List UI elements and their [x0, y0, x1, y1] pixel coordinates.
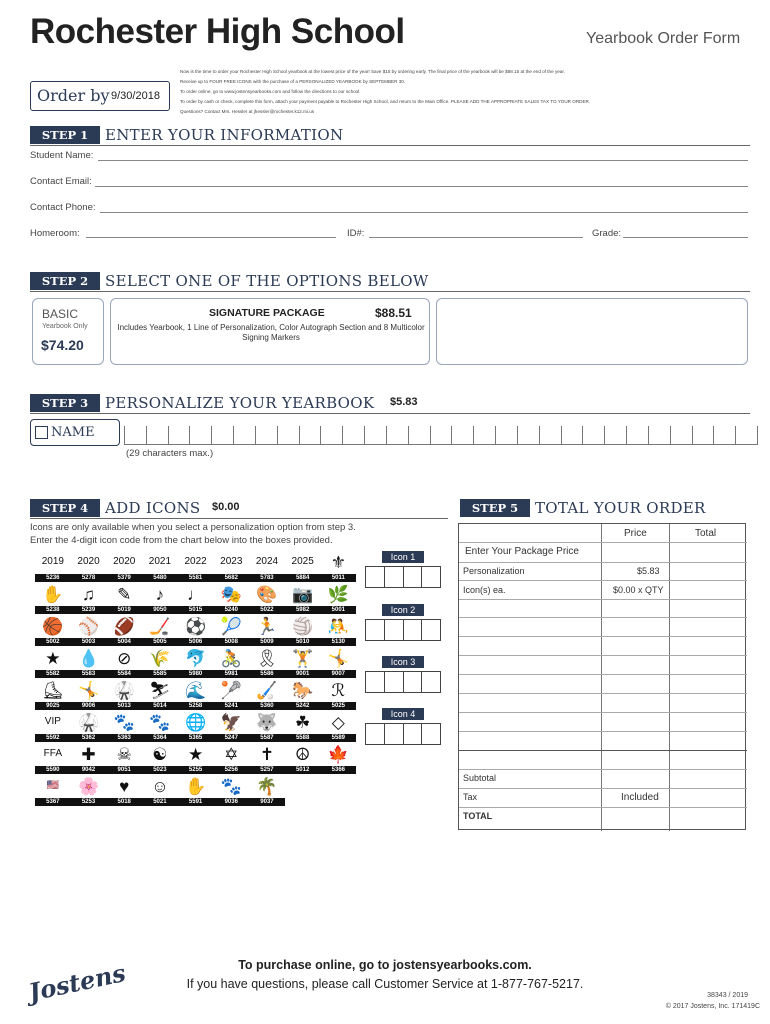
icon-chart-cell	[71, 774, 107, 806]
intro-line: Now is the time to order your Rochester High School yearbook at the lowest price of the year! Save $15 by ordering early. The final price of the yearbook will be $88.15 at the end of the year.	[180, 69, 565, 74]
yearbook-icon: 🚴	[220, 648, 242, 668]
icon-code: 5980	[178, 670, 214, 678]
yearbook-icon: ☘	[295, 712, 311, 732]
icon-code: 5982	[285, 606, 321, 614]
icon-chart-cell	[142, 774, 178, 806]
icons-price: $0.00 x QTY	[613, 585, 664, 595]
icon-chart-cell	[142, 646, 178, 678]
divider	[30, 413, 750, 414]
intro-line: Questions? Contact Mrs. Hessler at jhessler@rochester.k12.mi.us	[180, 109, 315, 114]
icons-note-2: Enter the 4-digit icon code from the chart below into the boxes provided.	[30, 535, 333, 546]
icon-code: 9007	[321, 670, 357, 678]
personalization-price: $5.83	[637, 566, 660, 576]
icon-1-boxes[interactable]	[365, 566, 441, 588]
icon-code: 5584	[106, 670, 142, 678]
yearbook-icon: 💧	[77, 648, 100, 668]
icon-chart-row	[35, 582, 357, 614]
yearbook-icon: 🎾	[220, 616, 242, 636]
step4-price: $0.00	[212, 501, 240, 513]
icon-chart-cell	[106, 582, 142, 614]
yearbook-icon: 🤼	[327, 616, 349, 636]
icon-2-boxes[interactable]	[365, 619, 441, 641]
icon-chart-cell	[213, 582, 249, 614]
icon-code: 5006	[178, 638, 214, 646]
icon-chart-cell	[71, 678, 107, 710]
icon-code: 5379	[106, 574, 142, 582]
icon-code: 5255	[178, 766, 214, 774]
step5-tag: STEP 5	[460, 499, 530, 517]
icon-chart-cell	[35, 678, 71, 710]
name-hint: (29 characters max.)	[126, 448, 214, 459]
icon-chart-cell	[321, 550, 357, 582]
yearbook-icon: 🍁	[327, 744, 349, 764]
icon-code: 5238	[35, 606, 71, 614]
icon-code: 5257	[249, 766, 285, 774]
icon-code: 5241	[213, 702, 249, 710]
icon-chart-cell	[321, 582, 357, 614]
icon-chart-cell	[142, 678, 178, 710]
yearbook-icon: 🏀	[42, 616, 64, 636]
icon-code: 5585	[142, 670, 178, 678]
yearbook-icon: ♥	[119, 776, 130, 796]
icon-code: 9036	[213, 798, 249, 806]
yearbook-icon: ✎	[117, 584, 132, 604]
icon-4-label: Icon 4	[382, 708, 424, 720]
step2-heading: SELECT ONE OF THE OPTIONS BELOW	[105, 272, 429, 290]
icon-chart-cell	[249, 710, 285, 742]
icon-3-boxes[interactable]	[365, 671, 441, 693]
icon-chart-cell	[71, 646, 107, 678]
icon-chart-row	[35, 646, 357, 678]
yearbook-icon: 🤸	[77, 680, 100, 700]
icon-chart-cell	[285, 614, 321, 646]
icon-chart-cell	[71, 742, 107, 774]
icon-chart-cell	[321, 646, 357, 678]
icon-chart-cell	[213, 742, 249, 774]
icon-chart-cell	[285, 550, 321, 582]
icon-code: 5583	[71, 670, 107, 678]
yearbook-icon: ⚜	[330, 552, 346, 572]
icon-chart-cell	[249, 550, 285, 582]
icon-chart-cell	[178, 646, 214, 678]
yearbook-icon: 2023	[220, 556, 243, 567]
icon-code: 5588	[285, 734, 321, 742]
icon-code: 9050	[142, 606, 178, 614]
yearbook-icon: 🌿	[327, 584, 349, 604]
icon-code: 9037	[249, 798, 285, 806]
icon-chart-cell	[106, 774, 142, 806]
icon-chart-cell	[249, 646, 285, 678]
icon-code: 5365	[178, 734, 214, 742]
icon-code: 5682	[213, 574, 249, 582]
intro-line: To order by cash or check, complete this form, attach your payment payable to Rochester High School, and return to the Main Office. PLEASE ADD THE APPROPRIATE SALES TAX TO YOUR ORDER.	[180, 99, 591, 104]
basic-price: $74.20	[41, 337, 84, 353]
icon-chart-cell	[249, 774, 285, 806]
yearbook-icon: 🥋	[77, 712, 100, 732]
step4-heading: ADD ICONS	[105, 499, 201, 517]
yearbook-icon: 🐬	[185, 648, 207, 668]
order-by-date: 9/30/2018	[111, 90, 160, 102]
icon-chart-cell	[142, 710, 178, 742]
icon-chart-cell	[213, 678, 249, 710]
yearbook-icon: 🏋	[292, 648, 314, 668]
yearbook-icon: 🏈	[113, 616, 135, 636]
yearbook-icon: 🐎	[292, 680, 314, 700]
step1-tag: STEP 1	[30, 126, 100, 144]
icon-code: 5009	[249, 638, 285, 646]
signature-price: $88.51	[375, 306, 412, 320]
icon-code: 5981	[213, 670, 249, 678]
yearbook-icon: 🇺🇸	[46, 780, 60, 791]
contact-email-label: Contact Email:	[30, 176, 92, 187]
signature-option[interactable]	[110, 298, 430, 365]
yearbook-icon: 2020	[113, 556, 136, 567]
icon-chart-cell	[249, 678, 285, 710]
icon-code: 5242	[285, 702, 321, 710]
icon-chart-cell	[178, 678, 214, 710]
contact-phone-label: Contact Phone:	[30, 202, 96, 213]
yearbook-icon: 🎭	[220, 584, 242, 604]
icon-chart-cell	[321, 678, 357, 710]
icon-code: 9042	[71, 766, 107, 774]
step4-tag: STEP 4	[30, 499, 100, 517]
name-option[interactable]	[30, 419, 120, 446]
yearbook-icon: 🌐	[185, 712, 207, 732]
icon-code: 5021	[142, 798, 178, 806]
id-label: ID#:	[347, 228, 365, 239]
yearbook-icon: ☺	[151, 776, 169, 796]
yearbook-icon: ✚	[81, 744, 96, 764]
icon-chart-cell	[142, 614, 178, 646]
icon-chart-cell	[106, 678, 142, 710]
icon-code: 5004	[106, 638, 142, 646]
basic-name: BASIC	[42, 307, 79, 321]
yearbook-icon: 2022	[184, 556, 207, 567]
jostens-logo: Jostens	[26, 958, 129, 1007]
icon-chart-row	[35, 550, 357, 582]
yearbook-icon: 📷	[292, 584, 314, 604]
icon-chart-cell	[142, 550, 178, 582]
yearbook-icon: ✋	[42, 584, 64, 604]
yearbook-icon: ♫	[82, 584, 95, 604]
yearbook-icon: ✡	[224, 744, 239, 764]
icon-code: 5025	[321, 702, 357, 710]
icon-chart-cell	[106, 742, 142, 774]
icons-label: Icon(s) ea.	[463, 585, 506, 595]
icon-chart-cell	[213, 614, 249, 646]
icon-chart-cell	[178, 614, 214, 646]
icon-chart-row	[35, 678, 357, 710]
icon-code: 5011	[321, 574, 357, 582]
basic-sub: Yearbook Only	[42, 323, 88, 330]
icon-chart-cell	[178, 582, 214, 614]
icon-chart-cell	[285, 710, 321, 742]
icon-chart-row	[35, 710, 357, 742]
yearbook-icon: ♪	[155, 584, 165, 604]
signature-name: SIGNATURE PACKAGE	[209, 307, 325, 319]
icon-code: 5253	[71, 798, 107, 806]
yearbook-icon: ✝	[259, 744, 275, 764]
yearbook-icon: 2020	[77, 556, 100, 567]
icon-code: 5783	[249, 574, 285, 582]
icon-code: 9006	[71, 702, 107, 710]
total-col-header: Total	[695, 528, 717, 539]
intro-line: To order online, go to www.jostensyearbooks.com and follow the directions to our school.	[180, 89, 361, 94]
icon-chart-cell	[71, 710, 107, 742]
icon-chart-cell	[178, 550, 214, 582]
icon-chart-cell	[285, 646, 321, 678]
icon-code: 5130	[321, 638, 357, 646]
icon-code: 9051	[106, 766, 142, 774]
icon-chart-cell	[142, 742, 178, 774]
icon-chart-cell	[213, 710, 249, 742]
intro-line: Receive up to FOUR FREE ICONS with the purchase of a PERSONALIZED YEARBOOK by SEPTEMBER 30.	[180, 79, 406, 84]
icon-code: 5239	[71, 606, 107, 614]
totals-table	[458, 523, 746, 830]
icon-code: 5014	[142, 702, 178, 710]
yearbook-icon: 2025	[291, 556, 314, 567]
icon-chart-cell	[35, 550, 71, 582]
tax-label: Tax	[463, 792, 478, 802]
subtotal-label: Subtotal	[463, 773, 497, 783]
icon-code: 5010	[285, 638, 321, 646]
icon-chart-cell	[106, 646, 142, 678]
icon-code: 5022	[249, 606, 285, 614]
step3-price: $5.83	[390, 396, 418, 408]
yearbook-icon: 🌾	[149, 648, 171, 668]
contact-phone-field[interactable]	[100, 212, 748, 213]
name-character-boxes[interactable]	[124, 426, 758, 445]
footer-online: To purchase online, go to jostensyearbooks.com.	[238, 958, 532, 972]
homeroom-field[interactable]	[86, 237, 336, 238]
icon-chart-row	[35, 774, 357, 806]
yearbook-icon: ☮	[295, 744, 311, 764]
yearbook-icon: 🦅	[220, 712, 242, 732]
icon-code: 9001	[285, 670, 321, 678]
order-by-label: Order by	[37, 86, 110, 105]
icon-code: 5586	[249, 670, 285, 678]
total-label: TOTAL	[463, 811, 493, 821]
yearbook-icon: 🌊	[185, 680, 207, 700]
step3-heading: PERSONALIZE YOUR YEARBOOK	[105, 394, 375, 412]
icon-chart-cell	[178, 710, 214, 742]
copyright: © 2017 Jostens, Inc. 171419C	[665, 1003, 760, 1010]
price-col-header: Price	[624, 528, 647, 539]
icon-code: 5258	[178, 702, 214, 710]
yearbook-icon: ♩	[187, 584, 205, 604]
icon-1-label: Icon 1	[382, 551, 424, 563]
icon-chart-cell	[35, 774, 71, 806]
icon-code: 5367	[35, 798, 71, 806]
yearbook-icon: 🐾	[220, 776, 242, 796]
yearbook-icon: ◇	[331, 712, 345, 732]
school-title: Rochester High School	[30, 12, 405, 51]
icon-code: 5884	[285, 574, 321, 582]
form-subtitle: Yearbook Order Form	[586, 30, 741, 47]
icon-chart-cell	[285, 678, 321, 710]
divider	[30, 145, 750, 146]
yearbook-icon: 2019	[41, 556, 64, 567]
contact-email-field[interactable]	[95, 186, 748, 187]
icon-chart-cell	[321, 710, 357, 742]
icon-chart-row	[35, 742, 357, 774]
icon-chart-cell	[35, 710, 71, 742]
icon-code: 5240	[213, 606, 249, 614]
icon-chart-cell	[249, 614, 285, 646]
icon-chart-row	[35, 614, 357, 646]
name-checkbox[interactable]	[35, 426, 48, 439]
icons-note-1: Icons are only available when you select a personalization option from step 3.	[30, 522, 356, 533]
student-name-label: Student Name:	[30, 150, 94, 161]
yearbook-icon: 🏐	[292, 616, 314, 636]
icon-chart-cell	[35, 646, 71, 678]
icon-chart-cell	[106, 550, 142, 582]
step1-heading: ENTER YOUR INFORMATION	[105, 126, 344, 144]
yearbook-icon: ⊘	[117, 648, 132, 668]
icon-code: 5008	[213, 638, 249, 646]
yearbook-icon: 🏒	[149, 616, 171, 636]
yearbook-icon: 🎨	[256, 584, 278, 604]
icon-code: 5581	[178, 574, 214, 582]
icon-code: 5012	[285, 766, 321, 774]
package-price-label: Enter Your Package Price	[465, 546, 579, 557]
icon-code: 5363	[106, 734, 142, 742]
icon-chart-cell	[213, 774, 249, 806]
icon-code: 5360	[249, 702, 285, 710]
yearbook-icon: 🥋	[113, 680, 135, 700]
icon-code: 5023	[142, 766, 178, 774]
icon-chart-cell	[71, 582, 107, 614]
icon-code: 5013	[106, 702, 142, 710]
yearbook-icon: 🎗	[256, 648, 278, 668]
yearbook-icon: ⛸	[42, 680, 64, 700]
icon-chart-cell	[106, 614, 142, 646]
icon-chart-cell	[35, 614, 71, 646]
yearbook-icon: 🌴	[256, 776, 278, 796]
personalization-label: Personalization	[463, 566, 525, 576]
icon-chart-cell	[106, 710, 142, 742]
yearbook-icon: FFA	[43, 748, 63, 759]
empty-option	[436, 298, 748, 365]
icon-code: 5362	[71, 734, 107, 742]
form-code: 38343 / 2019	[707, 992, 748, 999]
icon-chart-cell	[321, 614, 357, 646]
icon-code: 5001	[321, 606, 357, 614]
icon-code: 5589	[321, 734, 357, 742]
yearbook-icon: VIP	[44, 716, 61, 727]
icon-code: 5003	[71, 638, 107, 646]
icon-code: 5587	[249, 734, 285, 742]
icon-code: 9025	[35, 702, 71, 710]
id-field[interactable]	[369, 237, 583, 238]
yearbook-icon: ⛷	[149, 680, 171, 700]
yearbook-icon: ★	[45, 648, 61, 668]
yearbook-icon: 2021	[148, 556, 172, 567]
name-label: NAME	[51, 425, 95, 440]
yearbook-icon: ℛ	[331, 680, 346, 700]
yearbook-icon: 🏃	[256, 616, 278, 636]
icon-code: 5366	[321, 766, 357, 774]
icon-code: 5582	[35, 670, 71, 678]
divider	[30, 291, 750, 292]
icon-chart-cell	[213, 646, 249, 678]
icon-code: 5591	[178, 798, 214, 806]
icon-code: 5480	[142, 574, 178, 582]
icon-code: 5002	[35, 638, 71, 646]
yearbook-icon: 2024	[255, 556, 279, 567]
icon-chart-cell	[35, 582, 71, 614]
icon-chart-cell	[71, 550, 107, 582]
yearbook-icon: 🤸	[327, 648, 349, 668]
signature-desc: Includes Yearbook, 1 Line of Personalization, Color Autograph Section and 8 Multicolor Signing Markers	[117, 323, 425, 342]
yearbook-icon: 🌸	[77, 776, 100, 796]
yearbook-icon: ✋	[185, 776, 207, 796]
grade-field[interactable]	[623, 237, 748, 238]
icon-chart-cell	[71, 614, 107, 646]
homeroom-label: Homeroom:	[30, 228, 80, 239]
step2-tag: STEP 2	[30, 272, 100, 290]
icon-chart-cell	[285, 582, 321, 614]
icon-code: 5005	[142, 638, 178, 646]
footer-phone: If you have questions, please call Customer Service at 1-877-767-5217.	[186, 977, 584, 991]
order-by-box	[30, 81, 170, 111]
icon-code: 5018	[106, 798, 142, 806]
icon-code: 5256	[213, 766, 249, 774]
icon-chart-cell	[285, 742, 321, 774]
icon-code: 5019	[106, 606, 142, 614]
icon-chart-cell	[249, 582, 285, 614]
icon-chart-cell	[178, 742, 214, 774]
yearbook-icon: ☯	[152, 744, 168, 764]
student-name-field[interactable]	[98, 160, 748, 161]
step3-tag: STEP 3	[30, 394, 100, 412]
step5-heading: TOTAL YOUR ORDER	[535, 499, 706, 517]
icon-chart-cell	[321, 742, 357, 774]
icon-code: 5592	[35, 734, 71, 742]
yearbook-icon: 🥍	[220, 680, 242, 700]
tax-value: Included	[621, 792, 659, 803]
icon-code: 5015	[178, 606, 214, 614]
icon-chart-cell	[213, 550, 249, 582]
yearbook-icon: 🐾	[149, 712, 171, 732]
yearbook-icon: ☠	[116, 744, 132, 764]
yearbook-icon: 🏑	[256, 680, 278, 700]
basic-option[interactable]	[32, 298, 104, 365]
icon-chart-cell	[35, 742, 71, 774]
divider	[30, 518, 448, 519]
yearbook-icon: ⚽	[185, 616, 207, 636]
icon-chart	[35, 550, 357, 806]
yearbook-icon: ★	[187, 744, 204, 764]
icon-chart-cell	[249, 742, 285, 774]
grade-label: Grade:	[592, 228, 622, 239]
icon-code: 5364	[142, 734, 178, 742]
icon-4-boxes[interactable]	[365, 723, 441, 745]
yearbook-icon: 🐺	[256, 712, 278, 732]
icon-chart-cell	[142, 582, 178, 614]
icon-code: 5236	[35, 574, 71, 582]
icon-3-label: Icon 3	[382, 656, 424, 668]
icon-code: 5590	[35, 766, 71, 774]
icon-2-label: Icon 2	[382, 604, 424, 616]
icon-chart-cell	[178, 774, 214, 806]
yearbook-icon: ⚾	[77, 616, 100, 636]
yearbook-icon: 🐾	[113, 712, 135, 732]
icon-code: 5247	[213, 734, 249, 742]
icon-code: 5278	[71, 574, 107, 582]
